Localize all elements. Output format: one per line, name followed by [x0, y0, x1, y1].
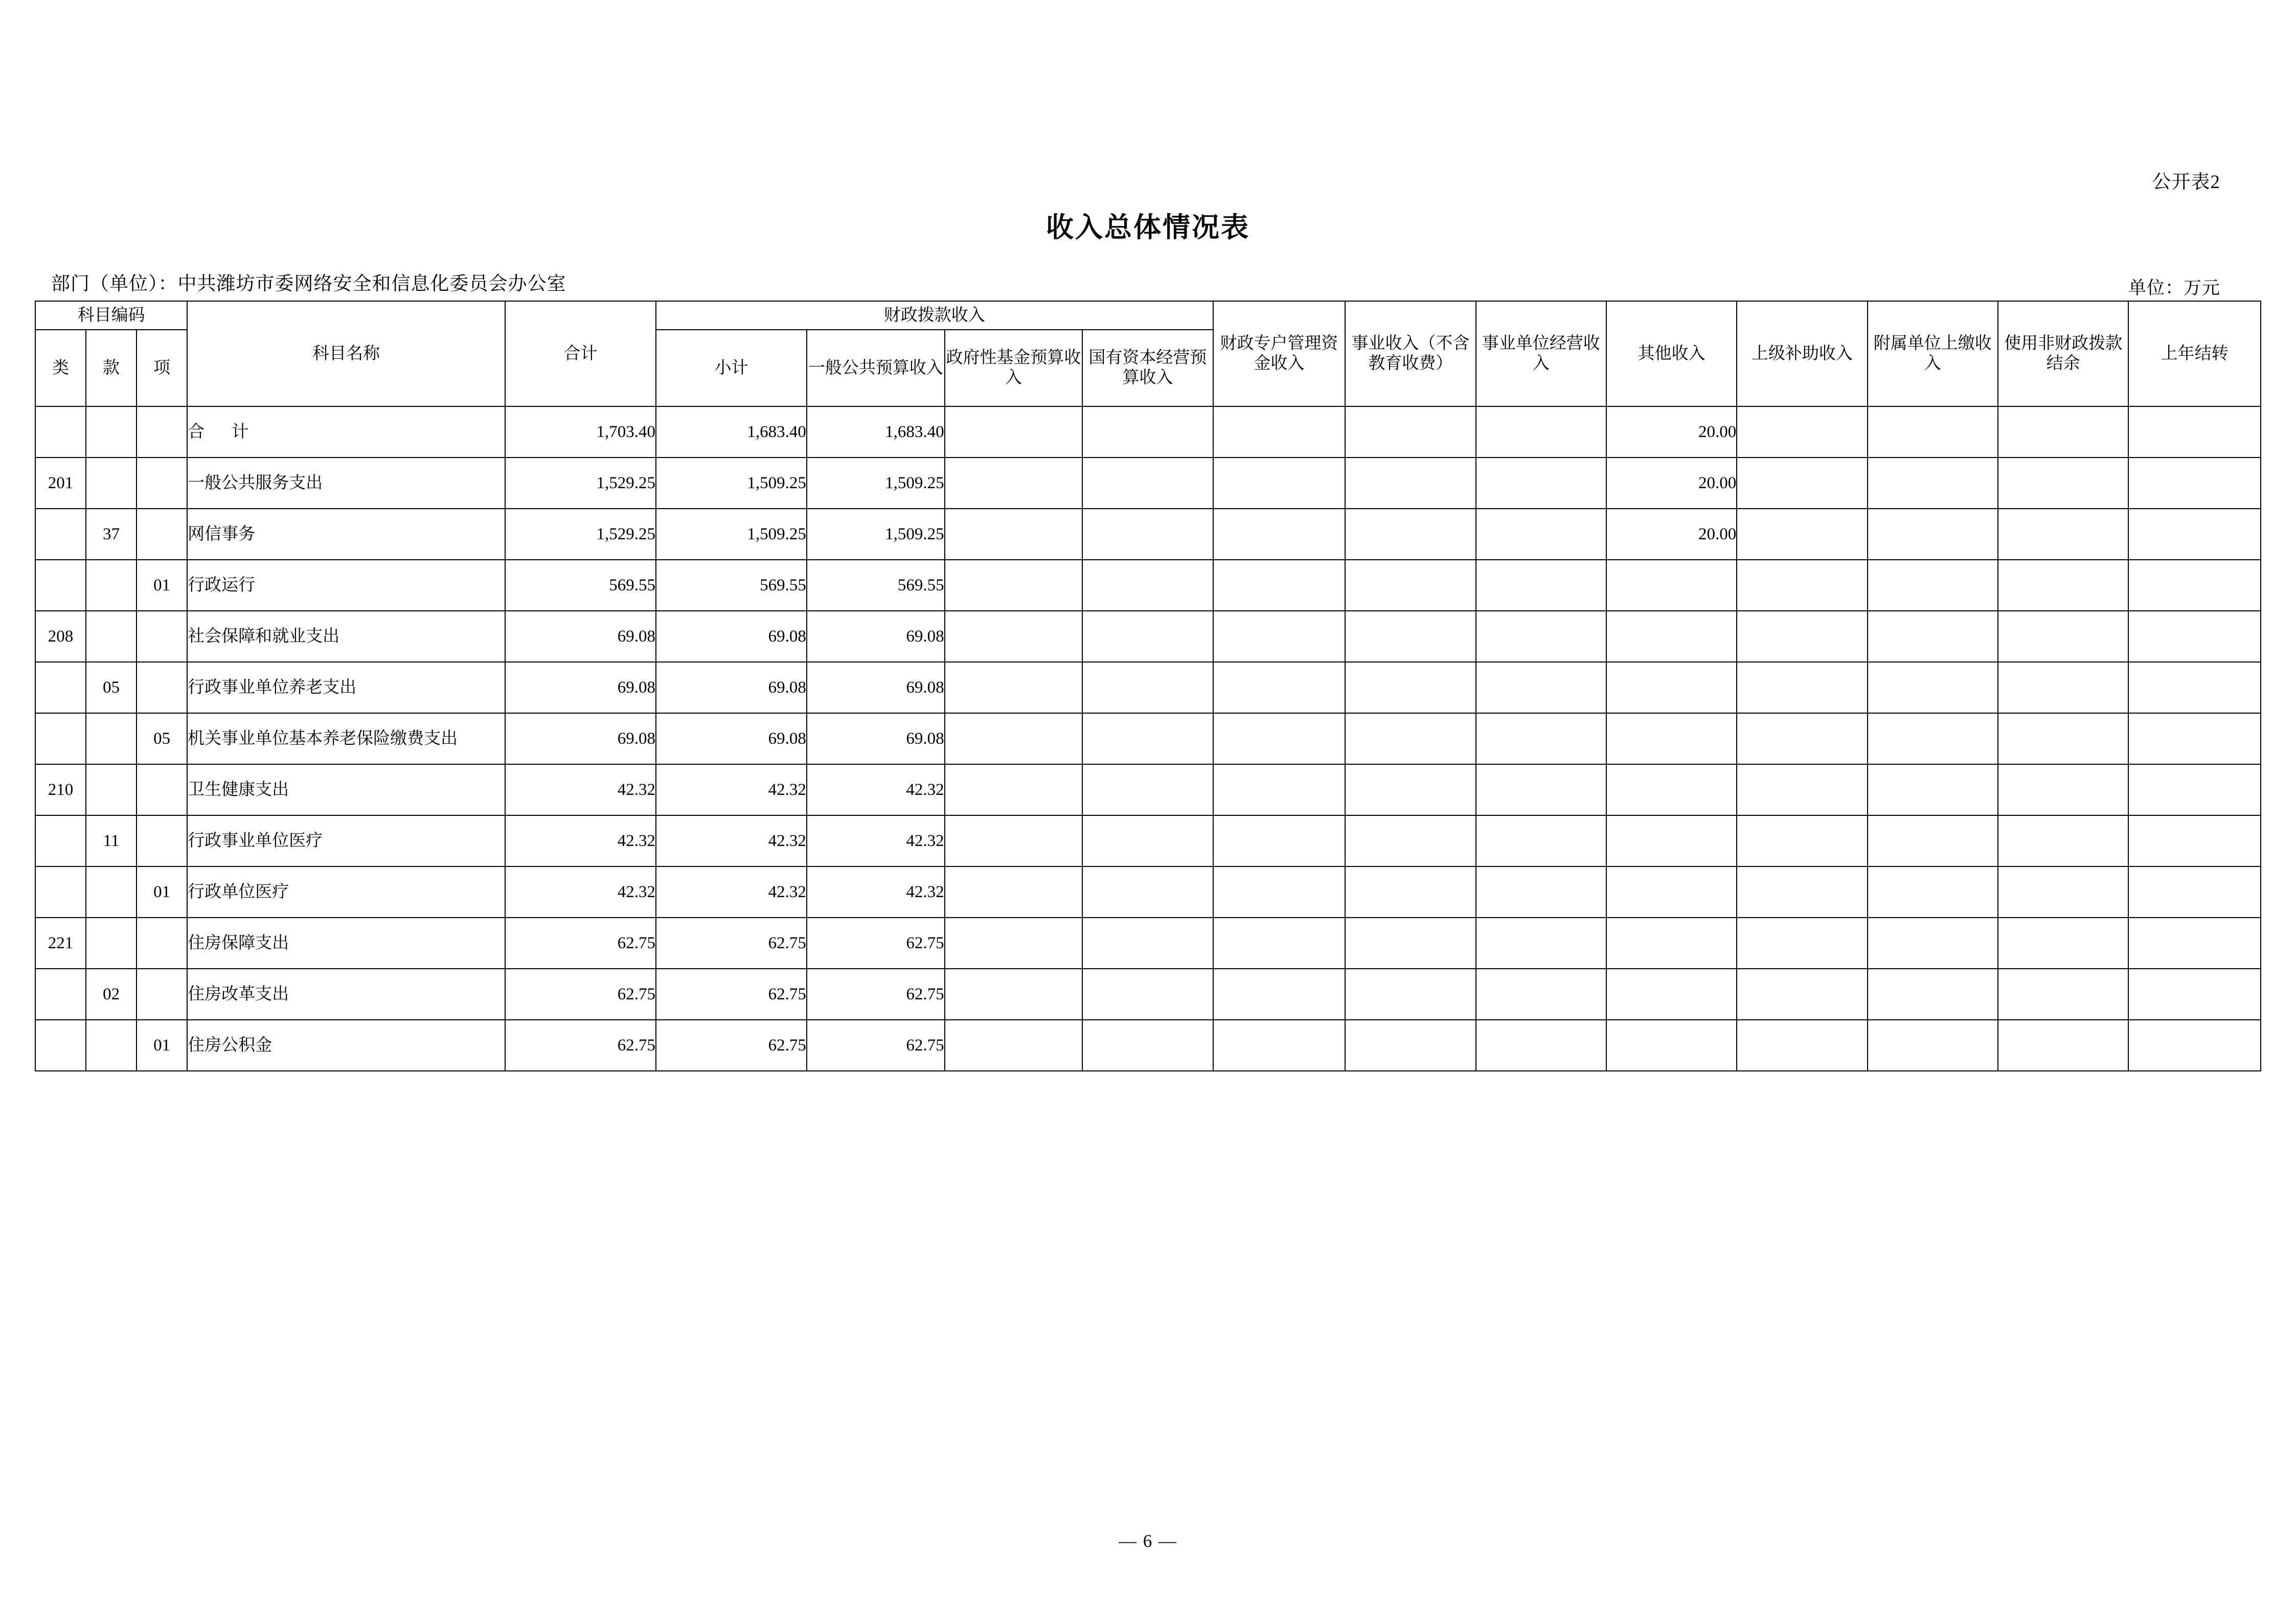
cell-other-income: 20.00 — [1606, 458, 1737, 509]
cell-code-class — [35, 713, 86, 764]
cell-subject-name: 住房改革支出 — [187, 969, 505, 1020]
form-number-label: 公开表2 — [2152, 172, 2220, 193]
cell-subject-name: 社会保障和就业支出 — [187, 611, 505, 662]
table-row — [35, 662, 2261, 713]
cell-business-income — [1345, 1020, 1475, 1071]
header-government-fund-budget: 政府性基金预算收入 — [945, 330, 1083, 406]
cell-other-income — [1606, 815, 1737, 866]
cell-prior-year-carryover — [2128, 406, 2261, 458]
cell-total: 69.08 — [505, 662, 656, 713]
cell-state-capital-budget — [1082, 509, 1213, 560]
cell-fiscal-sub: 62.75 — [656, 969, 807, 1020]
table-row — [35, 969, 2261, 1020]
cell-state-capital-budget — [1082, 1020, 1213, 1071]
cell-code-item — [137, 918, 187, 969]
cell-business-income — [1345, 458, 1475, 509]
cell-superior-subsidy — [1737, 406, 1867, 458]
cell-fiscal-sub: 69.08 — [656, 662, 807, 713]
cell-total: 42.32 — [505, 764, 656, 815]
cell-general-public-budget: 62.75 — [807, 969, 945, 1020]
header-fiscal-special-account: 财政专户管理资金收入 — [1213, 301, 1346, 406]
cell-business-income — [1345, 764, 1475, 815]
cell-superior-subsidy — [1737, 713, 1867, 764]
cell-superior-subsidy — [1737, 560, 1867, 611]
cell-prior-year-carryover — [2128, 866, 2261, 918]
table-row — [35, 713, 2261, 764]
cell-code-section — [86, 560, 137, 611]
cell-subject-name: 行政事业单位养老支出 — [187, 662, 505, 713]
cell-government-fund-budget — [945, 509, 1083, 560]
cell-government-fund-budget — [945, 560, 1083, 611]
cell-other-income — [1606, 1020, 1737, 1071]
cell-fiscal-sub: 62.75 — [656, 1020, 807, 1071]
table-body — [35, 406, 2261, 1071]
cell-fiscal-special-account — [1213, 969, 1346, 1020]
header-code-group: 科目编码 — [35, 301, 187, 330]
cell-total: 569.55 — [505, 560, 656, 611]
cell-business-unit-operating — [1476, 815, 1606, 866]
cell-general-public-budget: 1,683.40 — [807, 406, 945, 458]
cell-non-fiscal-balance — [1998, 406, 2128, 458]
cell-non-fiscal-balance — [1998, 918, 2128, 969]
cell-subordinate-remittance — [1868, 611, 1998, 662]
cell-superior-subsidy — [1737, 662, 1867, 713]
cell-code-class: 201 — [35, 458, 86, 509]
cell-prior-year-carryover — [2128, 458, 2261, 509]
cell-business-income — [1345, 969, 1475, 1020]
cell-superior-subsidy — [1737, 611, 1867, 662]
cell-other-income — [1606, 764, 1737, 815]
table-row — [35, 406, 2261, 458]
cell-superior-subsidy — [1737, 1020, 1867, 1071]
cell-code-item — [137, 406, 187, 458]
cell-total: 1,529.25 — [505, 509, 656, 560]
cell-fiscal-sub: 69.08 — [656, 611, 807, 662]
cell-general-public-budget: 42.32 — [807, 764, 945, 815]
cell-business-unit-operating — [1476, 1020, 1606, 1071]
cell-government-fund-budget — [945, 611, 1083, 662]
cell-non-fiscal-balance — [1998, 560, 2128, 611]
cell-total: 69.08 — [505, 713, 656, 764]
cell-other-income — [1606, 560, 1737, 611]
cell-code-class: 208 — [35, 611, 86, 662]
cell-prior-year-carryover — [2128, 969, 2261, 1020]
cell-government-fund-budget — [945, 764, 1083, 815]
table-row — [35, 560, 2261, 611]
cell-code-class — [35, 866, 86, 918]
cell-business-unit-operating — [1476, 458, 1606, 509]
cell-prior-year-carryover — [2128, 918, 2261, 969]
cell-non-fiscal-balance — [1998, 866, 2128, 918]
cell-government-fund-budget — [945, 969, 1083, 1020]
cell-subordinate-remittance — [1868, 509, 1998, 560]
table-row — [35, 815, 2261, 866]
cell-code-item — [137, 815, 187, 866]
cell-subordinate-remittance — [1868, 458, 1998, 509]
cell-general-public-budget: 569.55 — [807, 560, 945, 611]
cell-code-class — [35, 406, 86, 458]
cell-state-capital-budget — [1082, 918, 1213, 969]
cell-fiscal-sub: 569.55 — [656, 560, 807, 611]
cell-subject-name: 行政单位医疗 — [187, 866, 505, 918]
cell-prior-year-carryover — [2128, 662, 2261, 713]
cell-business-unit-operating — [1476, 662, 1606, 713]
cell-state-capital-budget — [1082, 662, 1213, 713]
cell-subject-name: 行政事业单位医疗 — [187, 815, 505, 866]
cell-fiscal-sub: 1,509.25 — [656, 509, 807, 560]
cell-fiscal-special-account — [1213, 509, 1346, 560]
cell-state-capital-budget — [1082, 611, 1213, 662]
department-line: 部门（单位）：中共潍坊市委网络安全和信息化委员会办公室 — [51, 273, 566, 294]
cell-code-class — [35, 815, 86, 866]
cell-code-section — [86, 611, 137, 662]
cell-prior-year-carryover — [2128, 509, 2261, 560]
cell-business-income — [1345, 815, 1475, 866]
cell-government-fund-budget — [945, 406, 1083, 458]
cell-prior-year-carryover — [2128, 560, 2261, 611]
cell-state-capital-budget — [1082, 815, 1213, 866]
cell-subordinate-remittance — [1868, 662, 1998, 713]
cell-fiscal-special-account — [1213, 1020, 1346, 1071]
cell-government-fund-budget — [945, 866, 1083, 918]
header-fiscal-sub: 小计 — [656, 330, 807, 406]
header-non-fiscal-balance: 使用非财政拨款结余 — [1998, 301, 2128, 406]
income-summary-table — [35, 301, 2261, 1071]
cell-code-class — [35, 1020, 86, 1071]
cell-code-item: 05 — [137, 713, 187, 764]
table-row — [35, 764, 2261, 815]
cell-government-fund-budget — [945, 713, 1083, 764]
cell-other-income — [1606, 866, 1737, 918]
cell-subordinate-remittance — [1868, 866, 1998, 918]
cell-prior-year-carryover — [2128, 815, 2261, 866]
cell-business-income — [1345, 918, 1475, 969]
cell-business-unit-operating — [1476, 918, 1606, 969]
table-row — [35, 509, 2261, 560]
unit-line: 单位：万元 — [2128, 278, 2220, 298]
cell-other-income — [1606, 713, 1737, 764]
cell-other-income — [1606, 969, 1737, 1020]
cell-code-class: 221 — [35, 918, 86, 969]
cell-business-income — [1345, 509, 1475, 560]
cell-government-fund-budget — [945, 918, 1083, 969]
cell-subordinate-remittance — [1868, 918, 1998, 969]
cell-non-fiscal-balance — [1998, 509, 2128, 560]
cell-code-section: 02 — [86, 969, 137, 1020]
cell-subordinate-remittance — [1868, 764, 1998, 815]
cell-state-capital-budget — [1082, 713, 1213, 764]
cell-fiscal-special-account — [1213, 713, 1346, 764]
table-row — [35, 611, 2261, 662]
header-total: 合计 — [505, 301, 656, 406]
cell-code-class — [35, 969, 86, 1020]
cell-general-public-budget: 62.75 — [807, 1020, 945, 1071]
cell-total: 62.75 — [505, 1020, 656, 1071]
cell-code-section: 05 — [86, 662, 137, 713]
cell-subordinate-remittance — [1868, 1020, 1998, 1071]
cell-non-fiscal-balance — [1998, 1020, 2128, 1071]
cell-other-income — [1606, 918, 1737, 969]
cell-government-fund-budget — [945, 815, 1083, 866]
cell-non-fiscal-balance — [1998, 969, 2128, 1020]
header-code-item: 项 — [137, 330, 187, 406]
cell-code-class — [35, 560, 86, 611]
cell-business-income — [1345, 866, 1475, 918]
cell-subordinate-remittance — [1868, 815, 1998, 866]
cell-total: 42.32 — [505, 815, 656, 866]
cell-fiscal-special-account — [1213, 611, 1346, 662]
cell-code-section — [86, 918, 137, 969]
cell-code-class — [35, 509, 86, 560]
cell-state-capital-budget — [1082, 866, 1213, 918]
cell-total: 62.75 — [505, 918, 656, 969]
cell-business-unit-operating — [1476, 866, 1606, 918]
cell-state-capital-budget — [1082, 764, 1213, 815]
cell-business-unit-operating — [1476, 713, 1606, 764]
cell-subject-name: 一般公共服务支出 — [187, 458, 505, 509]
cell-superior-subsidy — [1737, 458, 1867, 509]
cell-superior-subsidy — [1737, 764, 1867, 815]
cell-fiscal-special-account — [1213, 918, 1346, 969]
cell-state-capital-budget — [1082, 969, 1213, 1020]
cell-subject-name: 住房保障支出 — [187, 918, 505, 969]
cell-subject-name: 网信事务 — [187, 509, 505, 560]
cell-superior-subsidy — [1737, 866, 1867, 918]
cell-business-income — [1345, 406, 1475, 458]
cell-total: 69.08 — [505, 611, 656, 662]
cell-business-unit-operating — [1476, 969, 1606, 1020]
cell-other-income: 20.00 — [1606, 406, 1737, 458]
cell-general-public-budget: 1,509.25 — [807, 458, 945, 509]
cell-non-fiscal-balance — [1998, 662, 2128, 713]
cell-subject-name: 机关事业单位基本养老保险缴费支出 — [187, 713, 505, 764]
cell-code-item — [137, 969, 187, 1020]
cell-fiscal-special-account — [1213, 662, 1346, 713]
cell-business-unit-operating — [1476, 406, 1606, 458]
cell-other-income: 20.00 — [1606, 509, 1737, 560]
cell-government-fund-budget — [945, 458, 1083, 509]
cell-business-unit-operating — [1476, 611, 1606, 662]
cell-superior-subsidy — [1737, 509, 1867, 560]
cell-general-public-budget: 69.08 — [807, 662, 945, 713]
cell-code-section — [86, 458, 137, 509]
cell-prior-year-carryover — [2128, 713, 2261, 764]
cell-code-item — [137, 509, 187, 560]
cell-subordinate-remittance — [1868, 560, 1998, 611]
cell-code-section — [86, 764, 137, 815]
header-code-section: 款 — [86, 330, 137, 406]
header-business-income: 事业收入（不含教育收费） — [1345, 301, 1475, 406]
cell-other-income — [1606, 662, 1737, 713]
table-row — [35, 918, 2261, 969]
header-business-unit-operating: 事业单位经营收入 — [1476, 301, 1606, 406]
cell-subject-name: 行政运行 — [187, 560, 505, 611]
cell-code-section — [86, 713, 137, 764]
cell-fiscal-sub: 42.32 — [656, 815, 807, 866]
cell-total: 62.75 — [505, 969, 656, 1020]
cell-fiscal-special-account — [1213, 406, 1346, 458]
cell-business-income — [1345, 662, 1475, 713]
table-row — [35, 458, 2261, 509]
cell-total: 1,529.25 — [505, 458, 656, 509]
cell-code-item: 01 — [137, 866, 187, 918]
cell-fiscal-special-account — [1213, 815, 1346, 866]
cell-code-item — [137, 611, 187, 662]
cell-subject-name: 合 计 — [187, 406, 505, 458]
cell-fiscal-special-account — [1213, 560, 1346, 611]
cell-subordinate-remittance — [1868, 713, 1998, 764]
header-fiscal-group: 财政拨款收入 — [656, 301, 1213, 330]
cell-total: 42.32 — [505, 866, 656, 918]
cell-non-fiscal-balance — [1998, 713, 2128, 764]
cell-total: 1,703.40 — [505, 406, 656, 458]
cell-business-income — [1345, 713, 1475, 764]
cell-non-fiscal-balance — [1998, 815, 2128, 866]
cell-code-section: 37 — [86, 509, 137, 560]
cell-fiscal-sub: 1,509.25 — [656, 458, 807, 509]
cell-prior-year-carryover — [2128, 1020, 2261, 1071]
cell-fiscal-special-account — [1213, 764, 1346, 815]
cell-fiscal-special-account — [1213, 866, 1346, 918]
table-header — [35, 301, 2261, 406]
cell-state-capital-budget — [1082, 406, 1213, 458]
cell-non-fiscal-balance — [1998, 458, 2128, 509]
cell-business-income — [1345, 560, 1475, 611]
header-state-capital-budget: 国有资本经营预算收入 — [1082, 330, 1213, 406]
cell-state-capital-budget — [1082, 560, 1213, 611]
cell-code-class: 210 — [35, 764, 86, 815]
cell-code-item — [137, 662, 187, 713]
cell-other-income — [1606, 611, 1737, 662]
cell-fiscal-special-account — [1213, 458, 1346, 509]
cell-non-fiscal-balance — [1998, 611, 2128, 662]
cell-superior-subsidy — [1737, 918, 1867, 969]
cell-superior-subsidy — [1737, 969, 1867, 1020]
cell-fiscal-sub: 1,683.40 — [656, 406, 807, 458]
table-row — [35, 1020, 2261, 1071]
header-prior-year-carryover: 上年结转 — [2128, 301, 2261, 406]
cell-prior-year-carryover — [2128, 611, 2261, 662]
page-number: — 6 — — [1119, 1531, 1177, 1551]
cell-subject-name: 卫生健康支出 — [187, 764, 505, 815]
cell-general-public-budget: 1,509.25 — [807, 509, 945, 560]
cell-general-public-budget: 69.08 — [807, 713, 945, 764]
cell-fiscal-sub: 62.75 — [656, 918, 807, 969]
cell-general-public-budget: 42.32 — [807, 815, 945, 866]
header-subject-name: 科目名称 — [187, 301, 505, 406]
cell-superior-subsidy — [1737, 815, 1867, 866]
cell-prior-year-carryover — [2128, 764, 2261, 815]
cell-state-capital-budget — [1082, 458, 1213, 509]
cell-non-fiscal-balance — [1998, 764, 2128, 815]
header-other-income: 其他收入 — [1606, 301, 1737, 406]
cell-subject-name: 住房公积金 — [187, 1020, 505, 1071]
cell-government-fund-budget — [945, 1020, 1083, 1071]
cell-code-item — [137, 764, 187, 815]
header-code-class: 类 — [35, 330, 86, 406]
cell-government-fund-budget — [945, 662, 1083, 713]
cell-code-section: 11 — [86, 815, 137, 866]
header-superior-subsidy: 上级补助收入 — [1737, 301, 1867, 406]
cell-subordinate-remittance — [1868, 406, 1998, 458]
cell-code-class — [35, 662, 86, 713]
cell-code-section — [86, 866, 137, 918]
cell-code-section — [86, 406, 137, 458]
cell-code-item — [137, 458, 187, 509]
cell-code-section — [86, 1020, 137, 1071]
cell-business-unit-operating — [1476, 764, 1606, 815]
page-title: 收入总体情况表 — [1046, 212, 1250, 243]
cell-fiscal-sub: 42.32 — [656, 764, 807, 815]
cell-code-item: 01 — [137, 1020, 187, 1071]
table-row — [35, 866, 2261, 918]
header-subordinate-remittance: 附属单位上缴收入 — [1868, 301, 1998, 406]
cell-general-public-budget: 62.75 — [807, 918, 945, 969]
cell-subordinate-remittance — [1868, 969, 1998, 1020]
cell-business-unit-operating — [1476, 560, 1606, 611]
cell-general-public-budget: 42.32 — [807, 866, 945, 918]
cell-general-public-budget: 69.08 — [807, 611, 945, 662]
cell-fiscal-sub: 69.08 — [656, 713, 807, 764]
cell-business-unit-operating — [1476, 509, 1606, 560]
cell-code-item: 01 — [137, 560, 187, 611]
cell-fiscal-sub: 42.32 — [656, 866, 807, 918]
cell-business-income — [1345, 611, 1475, 662]
header-general-public-budget: 一般公共预算收入 — [807, 330, 945, 406]
